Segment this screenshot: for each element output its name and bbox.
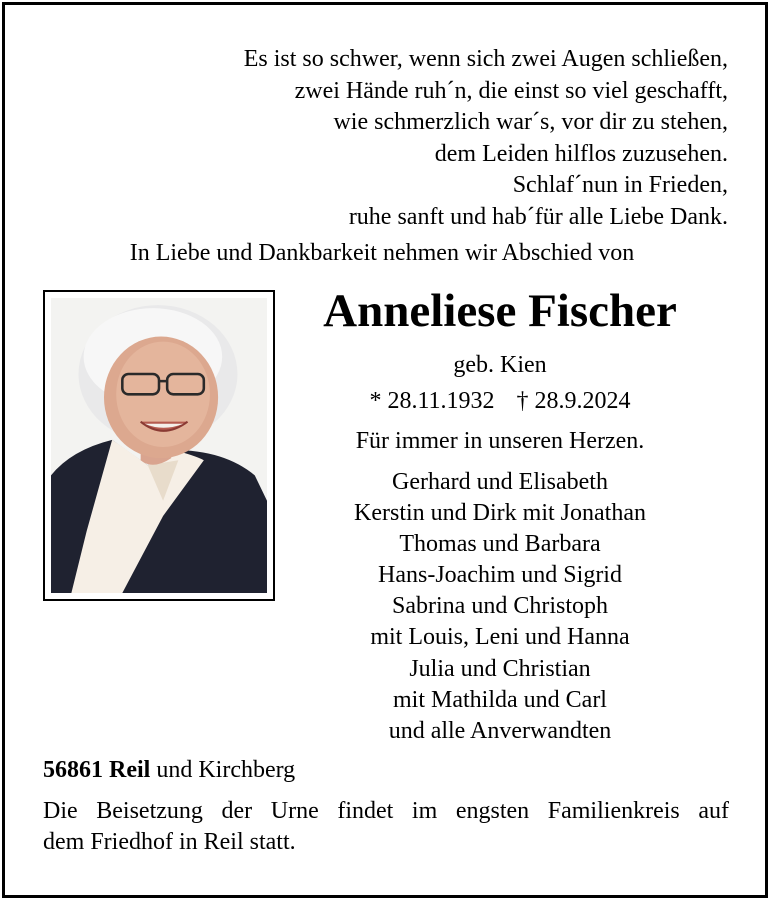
intro-text: In Liebe und Dankbarkeit nehmen wir Abschied von: [129, 240, 635, 266]
burial-notice: [43, 796, 729, 858]
poem: [244, 44, 728, 233]
poem-line: wie schmerzlich war´s, vor dir zu stehen,: [333, 109, 728, 135]
mourner-line: mit Louis, Leni und Hanna: [370, 624, 630, 651]
mourner-line: Julia und Christian: [409, 655, 591, 682]
mourner-line: Gerhard und Elisabeth: [392, 469, 608, 495]
notice-line: dem Friedhof in Reil statt.: [43, 829, 296, 855]
mourner-line: Hans-Joachim und Sigrid: [378, 562, 622, 589]
mourner-line: mit Mathilda und Carl: [393, 686, 607, 713]
birth-date: * 28.11.1932: [369, 388, 495, 414]
death-date: † 28.9.2024: [516, 388, 631, 414]
postal-city: 56861 Reil: [43, 757, 151, 783]
motto: Für immer in unseren Herzen.: [355, 428, 645, 454]
place-rest: und Kirchberg: [150, 757, 296, 783]
mourner-line: Thomas und Barbara: [399, 531, 601, 558]
life-dates: [300, 388, 700, 415]
poem-line: Es ist so schwer, wenn sich zwei Augen schließen,: [243, 46, 728, 72]
notice-line: Die Beisetzung der Urne findet im engsten Familienkreis auf: [43, 798, 729, 824]
portrait-image: [51, 298, 267, 593]
deceased-name: Anneliese Fischer: [323, 285, 677, 337]
poem-line: dem Leiden hilflos zuzusehen.: [434, 140, 728, 167]
birth-name: geb. Kien: [453, 352, 547, 378]
mourner-line: Sabrina und Christoph: [392, 593, 608, 620]
poem-line: zwei Hände ruh´n, die einst so viel geschafft,: [294, 77, 728, 104]
mourner-line: und alle Anverwandten: [388, 717, 612, 744]
poem-line: ruhe sanft und hab´für alle Liebe Dank.: [348, 203, 728, 230]
mourner-line: Kerstin und Dirk mit Jonathan: [354, 500, 646, 527]
poem-line: Schlaf´nun in Frieden,: [512, 172, 728, 198]
portrait-photo: [43, 290, 275, 601]
mourners-list: [300, 467, 700, 747]
place-line: [43, 757, 295, 784]
